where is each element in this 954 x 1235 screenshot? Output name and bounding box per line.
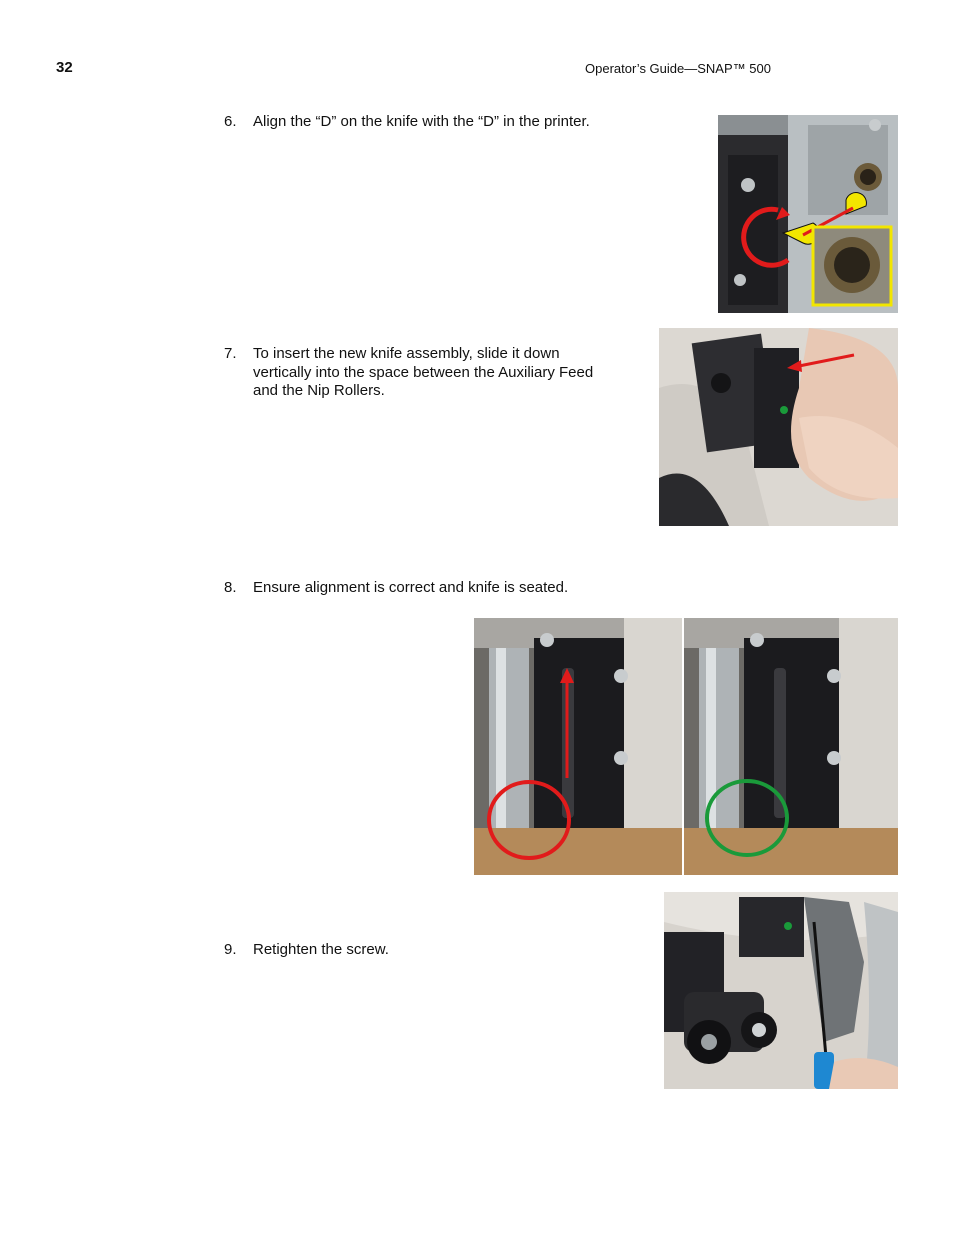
photo-retighten-screw [664,892,898,1089]
step-number: 6. [224,113,237,130]
photo-knife-misaligned [474,618,682,875]
page-number: 32 [56,59,73,76]
step-text: To insert the new knife assembly, slide it down vertically into the space between the Auxiliary Feed and the Nip Rollers. [253,345,594,399]
step-text: Ensure alignment is correct and knife is seated. [253,579,569,596]
step-number: 8. [224,579,237,596]
photo-knife-d-alignment [718,115,898,313]
step-number: 7. [224,345,237,362]
step-text: Align the “D” on the knife with the “D” in the printer. [253,113,590,130]
step-text: Retighten the screw. [253,941,389,958]
running-header-title: Operator’s Guide—SNAP™ 500 [585,61,771,76]
photo-knife-aligned [684,618,898,875]
step-number: 9. [224,941,237,958]
photo-insert-knife-assembly [659,328,898,526]
